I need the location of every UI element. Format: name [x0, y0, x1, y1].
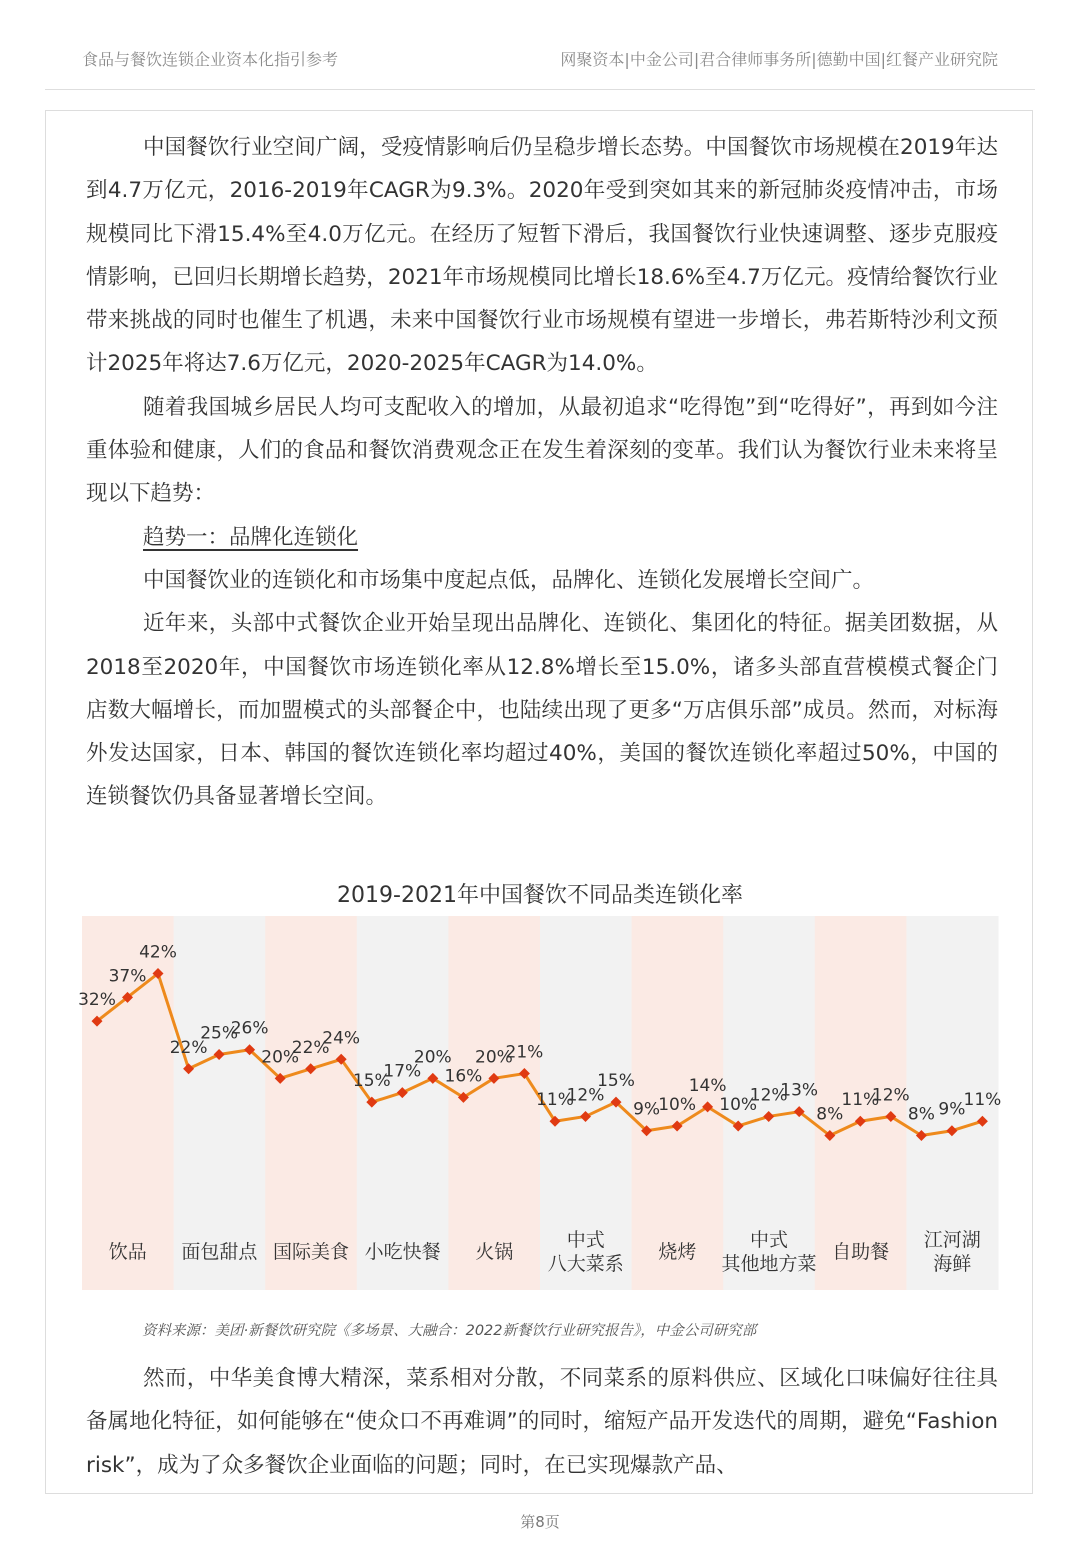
category-label: 烧烤 — [658, 1241, 697, 1263]
paragraph-market-size: 中国餐饮行业空间广阔，受疫情影响后仍呈稳步增长态势。中国餐饮市场规模在2019年达到4.7万亿元，2016-2019年CAGR为9.3%。2020年受到突如其来的新冠肺炎疫情冲击，市场规模同比下滑15.4%至4.0万亿元。在经历了短暂下滑后，我国餐饮行业快速调整、逐步克服疫情影响，已回归长期增长趋势，2021年市场规模同比增长18.6%至4.7万亿元。疫情给餐饮行业带来挑战的同时也催生了机遇，未来中国餐饮行业市场规模有望进一步增长，弗若斯特沙利文预计2025年将达7.6万亿元，2020-2025年CAGR为14.0%。 — [86, 135, 998, 377]
body-section-2 — [86, 1357, 998, 1487]
category-label: 中式其他地方菜 — [721, 1229, 817, 1275]
category-label: 国际美食 — [272, 1241, 350, 1263]
trend-heading-text: 趋势一：品牌化连锁化 — [143, 524, 359, 550]
data-label: 10% — [719, 1094, 758, 1115]
running-header-right: 网聚资本|中金公司|君合律师事务所|德勤中国|红餐产业研究院 — [560, 50, 998, 69]
category-band — [265, 916, 357, 1290]
data-label: 22% — [169, 1037, 208, 1058]
data-label: 12% — [871, 1085, 910, 1106]
category-label: 小吃快餐 — [364, 1241, 441, 1263]
data-label: 10% — [658, 1094, 696, 1115]
data-label: 20% — [475, 1047, 513, 1068]
category-label: 面包甜点 — [181, 1241, 258, 1263]
paragraph-cuisine-dispersion: 然而，中华美食博大精深，菜系相对分散，不同菜系的原料供应、区域化口味偏好往往具备属地化特征，如何能够在“使众口不再难调”的同时，缩短产品开发迭代的周期，避免“Fashion risk”，成为了众多餐饮企业面临的问题；同时，在已实现爆款产品、 — [86, 1366, 998, 1478]
data-label: 24% — [322, 1028, 361, 1049]
data-label: 21% — [505, 1042, 544, 1063]
data-label: 11% — [963, 1090, 1002, 1111]
data-label: 20% — [261, 1047, 300, 1068]
data-label: 25% — [200, 1023, 238, 1044]
data-label: 14% — [688, 1075, 727, 1096]
data-label: 16% — [444, 1066, 483, 1087]
chart-title: 2019-2021年中国餐饮不同品类连锁化率 — [337, 883, 743, 908]
data-label: 9% — [938, 1099, 966, 1120]
paragraph-chain-low-start: 中国餐饮业的连锁化和市场集中度起点低，品牌化、连锁化发展增长空间广。 — [143, 567, 875, 593]
data-label: 15% — [352, 1071, 391, 1092]
data-label: 8% — [907, 1104, 935, 1125]
category-label: 江河湖海鲜 — [923, 1229, 981, 1275]
running-header-left: 食品与餐饮连锁企业资本化指引参考 — [82, 50, 339, 69]
category-band — [448, 916, 540, 1290]
data-label: 22% — [291, 1037, 330, 1058]
data-label: 12% — [566, 1085, 605, 1106]
category-label: 中式八大菜系 — [547, 1229, 624, 1275]
paragraph-chain-rate: 近年来，头部中式餐饮企业开始呈现出品牌化、连锁化、集团化的特征。据美团数据，从2018至2020年，中国餐饮市场连锁化率从12.8%增长至15.0%，诸多头部直营模模式餐企门店数大幅增长，而加盟模式的头部餐企中，也陆续出现了更多“万店俱乐部”成员。然而，对标海外发达国家，日本、韩国的餐饮连锁化率均超过40%，美国的餐饮连锁化率超过50%，中国的连锁餐饮仍具备显著增长空间。 — [86, 611, 998, 810]
data-label: 32% — [78, 990, 116, 1011]
data-label: 11% — [536, 1090, 574, 1111]
category-label: 火锅 — [475, 1241, 514, 1263]
data-label: 12% — [749, 1085, 788, 1106]
data-label: 20% — [413, 1047, 452, 1068]
data-label: 42% — [139, 942, 177, 963]
category-label: 自助餐 — [832, 1241, 890, 1263]
data-label: 26% — [230, 1018, 269, 1039]
data-label: 8% — [816, 1104, 844, 1125]
page-number: 第8页 — [520, 1513, 560, 1531]
data-label: 13% — [780, 1080, 819, 1101]
paragraph-trends-intro: 随着我国城乡居民人均可支配收入的增加，从最初追求“吃得饱”到“吃得好”，再到如今注重体验和健康，人们的食品和餐饮消费观念正在发生着深刻的变革。我们认为餐饮行业未来将呈现以下趋势： — [86, 394, 998, 507]
category-label: 饮品 — [108, 1241, 147, 1263]
data-label: 17% — [383, 1061, 422, 1082]
chart-source-note: 资料来源：美团·新餐饮研究院《多场景、大融合：2022新餐饮行业研究报告》，中金公司研究部 — [142, 1323, 757, 1339]
data-label: 11% — [841, 1090, 880, 1111]
data-label: 9% — [633, 1099, 661, 1120]
data-label: 37% — [108, 966, 147, 987]
category-band — [174, 916, 266, 1290]
data-label: 15% — [597, 1071, 635, 1092]
